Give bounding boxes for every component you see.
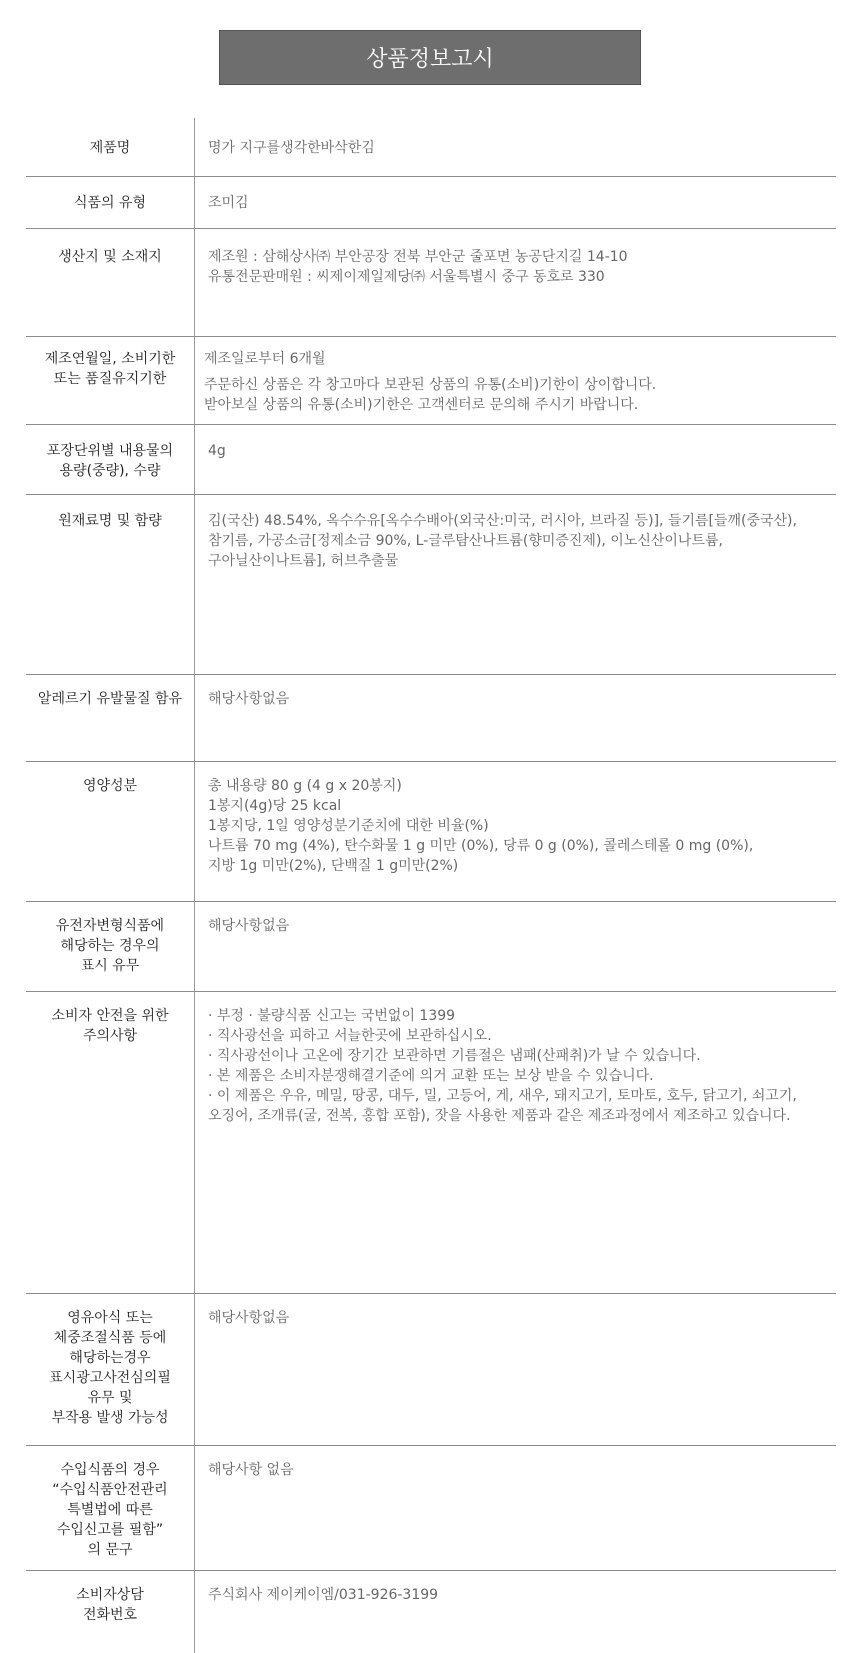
row-value	[208, 1460, 848, 1480]
row-value	[208, 511, 848, 571]
row-value-line: 해당사항 없음	[208, 1462, 294, 1478]
row-label	[26, 689, 194, 709]
row-label	[26, 247, 194, 267]
table-row	[26, 992, 836, 1294]
table-row	[26, 1294, 836, 1446]
row-label-line: 수입신고를 필함”	[56, 1522, 164, 1538]
row-value-line: 지방 1g 미만(2%), 단백질 1 g미만(2%)	[208, 858, 459, 874]
row-value-line: 4g	[208, 443, 226, 459]
row-label-line: “수입식품안전관리	[52, 1482, 168, 1498]
row-label-line: 수입식품의 경우	[60, 1462, 160, 1478]
table-row	[26, 1571, 836, 1653]
row-value-line: 1봉지당, 1일 영양성분기준치에 대한 비율(%)	[208, 818, 489, 834]
row-label-line: 해당하는경우	[69, 1350, 151, 1366]
row-label-line: 유무 및	[87, 1390, 133, 1406]
table-row	[26, 675, 836, 762]
row-value-line: 1봉지(4g)당 25 kcal	[208, 798, 342, 814]
row-value	[208, 1585, 848, 1605]
row-value-line: 오징어, 조개류(굴, 전복, 홍합 포함), 잣을 사용한 제품과 같은 제조과정에서 제조하고 있습니다.	[208, 1108, 791, 1124]
row-value-line: 해당사항없음	[208, 691, 290, 707]
row-value-line: 해당사항없음	[208, 1310, 290, 1326]
row-label-line: 표시 유무	[80, 958, 140, 974]
row-value	[208, 138, 848, 158]
row-value-line: 구아닐산이나트륨], 허브추출물	[208, 553, 399, 569]
table-row	[26, 762, 836, 902]
row-label-line: 용량(중량), 수량	[59, 463, 161, 479]
row-label-line: 유전자변형식품에	[55, 918, 165, 934]
row-label	[26, 193, 194, 213]
row-value	[208, 689, 848, 709]
row-label-line: 제조연월일, 소비기한	[44, 351, 176, 367]
row-value	[208, 1308, 848, 1328]
row-label	[26, 776, 194, 796]
row-label-line: 영양성분	[82, 778, 138, 794]
row-value-line: · 본 제품은 소비자분쟁해결기준에 의거 교환 또는 보상 받을 수 있습니다.	[208, 1068, 654, 1084]
row-label	[26, 349, 194, 389]
row-label	[26, 441, 194, 481]
row-value-line: 유통전문판매원 : 씨제이제일제당㈜ 서울특별시 중구 동호로 330	[208, 269, 605, 285]
row-value-line: 주문하신 상품은 각 창고마다 보관된 상품의 유통(소비)기한이 상이합니다.	[204, 377, 657, 393]
row-label-line: 주의사항	[82, 1028, 138, 1044]
row-label	[26, 1006, 194, 1046]
row-value-line: 제조원 : 삼해상사㈜ 부안공장 전북 부안군 줄포면 농공단지길 14-10	[208, 249, 628, 265]
page-title: 상품정보고시	[219, 30, 641, 85]
row-value	[208, 776, 848, 876]
row-label-line: 표시광고사전심의필	[49, 1370, 171, 1386]
row-value	[208, 247, 848, 287]
row-value-line: · 부정 · 불량식품 신고는 국번없이 1399	[208, 1008, 456, 1024]
row-label	[26, 138, 194, 158]
row-label-line: 생산지 및 소재지	[58, 249, 162, 265]
table-row	[26, 495, 836, 675]
row-label-line: 포장단위별 내용물의	[46, 443, 174, 459]
row-value-line: · 이 제품은 우유, 메밀, 땅콩, 대두, 밀, 고등어, 게, 새우, 돼지고기, 토마토, 호두, 닭고기, 쇠고기,	[208, 1088, 797, 1104]
row-label	[26, 1308, 194, 1428]
row-value-line: 참기름, 가공소금[정제소금 90%, L-글루탐산나트륨(향미증진제), 이노신산이나트륨,	[208, 533, 723, 549]
table-row	[26, 229, 836, 337]
row-value-line: 나트륨 70 mg (4%), 탄수화물 1 g 미만 (0%), 당류 0 g (0%), 콜레스테롤 0 mg (0%),	[208, 838, 754, 854]
row-value	[208, 193, 848, 213]
row-label-line: 식품의 유형	[73, 195, 147, 211]
row-value-line: · 직사광선을 피하고 서늘한곳에 보관하십시오.	[208, 1028, 492, 1044]
table-row	[26, 425, 836, 495]
row-value	[208, 441, 848, 461]
row-label-line: 체중조절식품 등에	[53, 1330, 167, 1346]
row-value	[204, 349, 848, 415]
row-label-line: 해당하는 경우의	[60, 938, 160, 954]
row-value-line: 제조일로부터 6개월	[204, 351, 326, 367]
row-label	[26, 511, 194, 531]
row-value-line: 주식회사 제이케이엠/031-926-3199	[208, 1587, 439, 1603]
table-row	[26, 118, 836, 177]
row-label-line: 의 문구	[87, 1542, 133, 1558]
row-value-line: · 직사광선이나 고온에 장기간 보관하면 기름절은 냄패(산패취)가 날 수 있습니다.	[208, 1048, 701, 1064]
row-label-line: 전화번호	[82, 1607, 138, 1623]
row-label	[26, 916, 194, 976]
table-row	[26, 337, 836, 425]
row-label-line: 영유아식 또는	[67, 1310, 153, 1326]
row-label-line: 원재료명 및 함량	[58, 513, 162, 529]
row-value	[208, 1006, 848, 1126]
row-label	[26, 1585, 194, 1625]
row-value-line: 총 내용량 80 g (4 g x 20봉지)	[208, 778, 402, 794]
row-value-line: 김(국산) 48.54%, 옥수수유[옥수수배아(외국산:미국, 러시아, 브라질 등)], 들기름[들깨(중국산),	[208, 513, 797, 529]
row-label-line: 소비자상담	[76, 1587, 144, 1603]
row-label-line: 또는 품질유지기한	[53, 371, 167, 387]
row-label-line: 제품명	[89, 140, 131, 156]
row-value-line: 조미김	[208, 195, 249, 211]
row-value-line: 받아보실 상품의 유통(소비)기한은 고객센터로 문의해 주시기 바랍니다.	[204, 397, 639, 413]
row-label-line: 부작용 발생 가능성	[51, 1410, 169, 1426]
table-row	[26, 902, 836, 992]
row-label-line: 알레르기 유발물질 함유	[37, 691, 183, 707]
table-row	[26, 1446, 836, 1571]
row-value	[208, 916, 848, 936]
row-label-line: 소비자 안전을 위한	[51, 1008, 169, 1024]
row-value-line: 명가 지구를생각한바삭한김	[208, 140, 375, 156]
row-label	[26, 1460, 194, 1560]
row-value-line: 해당사항없음	[208, 918, 290, 934]
table-row	[26, 177, 836, 229]
row-label-line: 특별법에 따른	[67, 1502, 153, 1518]
